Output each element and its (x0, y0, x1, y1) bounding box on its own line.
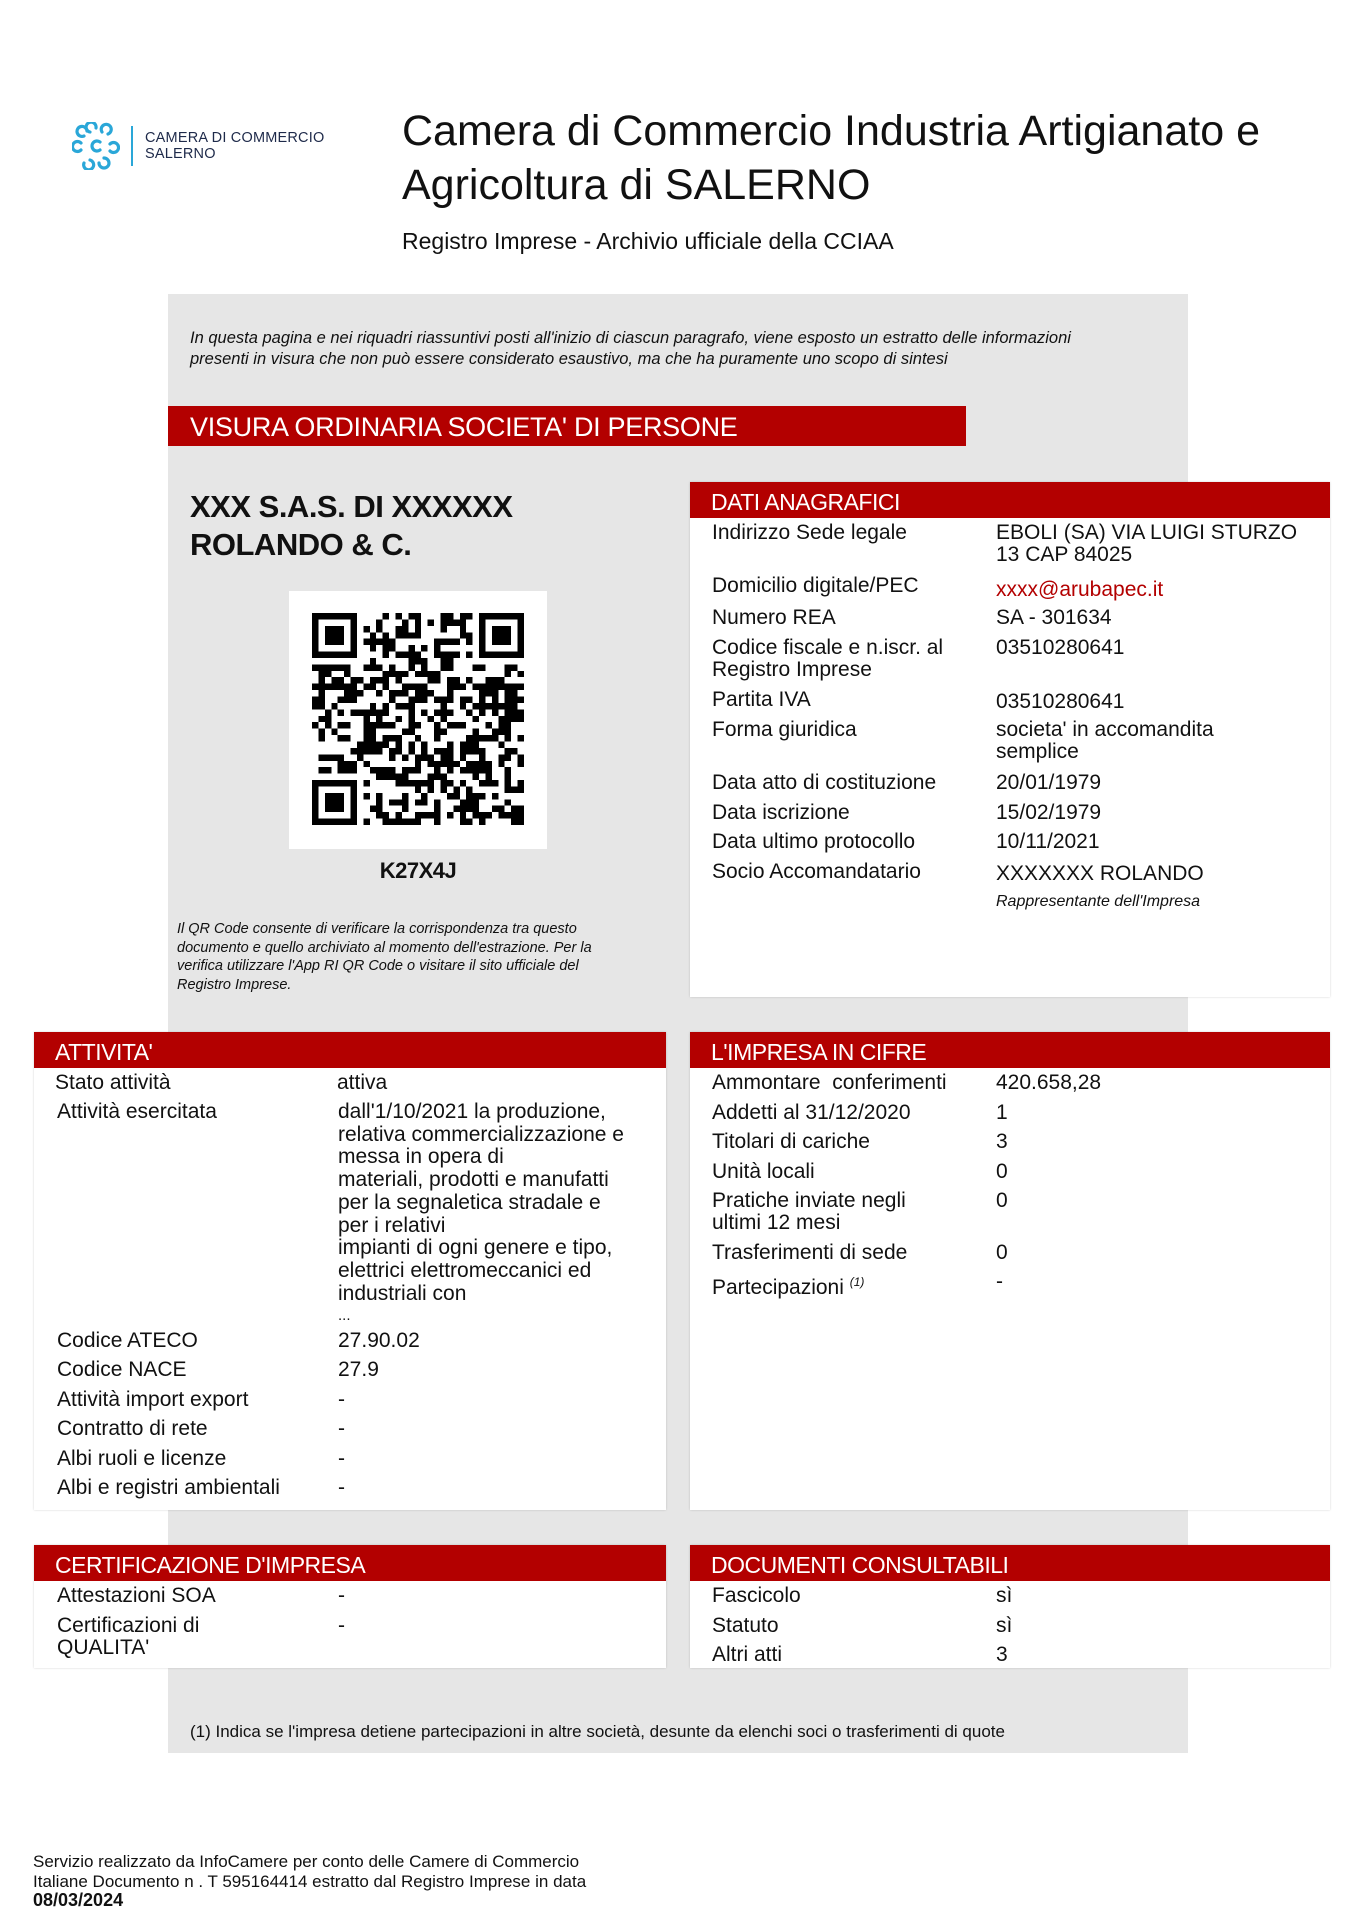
value-indirizzo-line1: EBOLI (SA) VIA LUIGI STURZO (996, 521, 1298, 544)
label-data-iscrizione: Data iscrizione (712, 801, 850, 824)
label-rea: Numero REA (712, 606, 836, 629)
pec-email-link[interactable]: xxxx@arubapec.it (996, 578, 1164, 601)
value-codice-fiscale: 03510280641 (996, 636, 1125, 659)
label-socio-accomandatario: Socio Accomandatario (712, 860, 921, 883)
label-stato-attivita: Stato attività (55, 1071, 171, 1094)
footer-date: 08/03/2024 (33, 1890, 124, 1910)
label-codice-fiscale-line1: Codice fiscale e n.iscr. al (712, 636, 944, 659)
attivita-line: elettrici elettromeccanici ed (338, 1258, 592, 1282)
dati-anagrafici-header: DATI ANAGRAFICI (690, 482, 1330, 518)
footer (33, 1852, 733, 1911)
label-attivita-esercitata: Attività esercitata (57, 1100, 217, 1123)
attivita-line: relativa commercializzazione e (338, 1122, 624, 1146)
value-forma-giuridica (996, 719, 1214, 763)
logo-text-line1: CAMERA DI COMMERCIO (145, 130, 325, 146)
value-albi-ruoli: - (338, 1447, 345, 1470)
label-forma-giuridica: Forma giuridica (712, 718, 857, 741)
label-codice-nace: Codice NACE (57, 1358, 187, 1381)
label-qualita-line1: Certificazioni di (57, 1614, 200, 1637)
value-socio-accomandatario (996, 863, 1204, 913)
qr-code-icon (312, 612, 524, 826)
value-attivita-esercitata (338, 1101, 624, 1328)
attivita-line: industriali con (338, 1281, 467, 1305)
label-partita-iva: Partita IVA (712, 688, 811, 711)
attivita-line: dall'1/10/2021 la produzione, (338, 1100, 606, 1123)
label-partecipazioni-text: Partecipazioni (712, 1276, 844, 1299)
page-subtitle: Registro Imprese - Archivio ufficiale della CCIAA (402, 228, 894, 254)
attivita-line: impianti di ogni genere e tipo, (338, 1236, 613, 1260)
label-data-costituzione: Data atto di costituzione (712, 771, 937, 794)
attivita-line: per i relativi (338, 1213, 446, 1237)
qr-note-line1: Il QR Code consente di verificare la corrispondenza tra questo (177, 921, 577, 937)
chamber-logo (72, 120, 332, 172)
qr-note-line3: verifica utilizzare l'App RI QR Code o visitare il sito ufficiale del (177, 958, 579, 974)
label-contratto-rete: Contratto di rete (57, 1417, 208, 1440)
label-titolari: Titolari di cariche (712, 1130, 870, 1153)
label-codice-fiscale (712, 637, 943, 681)
qr-note-line2: documento e quello archiviato al momento dell'estrazione. Per la (177, 939, 592, 956)
value-partecipazioni: - (996, 1270, 1003, 1293)
label-qualita-line2: QUALITA' (57, 1636, 150, 1659)
logo-divider (131, 126, 133, 166)
value-trasferimenti: 0 (996, 1241, 1008, 1264)
value-qualita: - (338, 1614, 345, 1637)
value-indirizzo (996, 522, 1297, 566)
value-pratiche: 0 (996, 1189, 1008, 1212)
label-codice-fiscale-line2: Registro Imprese (712, 658, 872, 681)
attivita-header: ATTIVITA' (34, 1032, 666, 1068)
value-partita-iva: 03510280641 (996, 690, 1125, 713)
label-fascicolo: Fascicolo (712, 1584, 801, 1607)
logo-text-line2: SALERNO (145, 146, 216, 162)
impresa-in-cifre-panel (690, 1032, 1330, 1510)
chamber-emblem-icon (72, 122, 120, 170)
value-import-export: - (338, 1388, 345, 1411)
value-contratto-rete: - (338, 1417, 345, 1440)
documenti-panel (690, 1545, 1330, 1668)
company-name-line2: ROLANDO & C. (190, 527, 412, 562)
logo-text (145, 130, 324, 162)
value-forma-giuridica-line2: semplice (996, 740, 1079, 763)
intro-line2: presenti in visura che non può essere considerato esaustivo, ma che ha puramente uno scopo di sintesi (190, 350, 948, 368)
attivita-line: messa in opera di (338, 1145, 504, 1169)
attivita-line: materiali, prodotti e manufatti (338, 1168, 609, 1192)
value-codice-ateco: 27.90.02 (338, 1329, 420, 1352)
label-soa: Attestazioni SOA (57, 1584, 216, 1607)
value-socio-name: XXXXXXX ROLANDO (996, 862, 1204, 885)
label-qualita (57, 1615, 199, 1659)
label-indirizzo: Indirizzo Sede legale (712, 521, 907, 544)
value-data-iscrizione: 15/02/1979 (996, 801, 1102, 824)
page-title (402, 104, 1342, 212)
label-conferimenti: Ammontare conferimenti (712, 1071, 947, 1094)
title-line1: Camera di Commercio Industria Artigianato e (402, 107, 1260, 155)
title-line2: Agricoltura di SALERNO (402, 161, 871, 209)
certificazione-header: CERTIFICAZIONE D'IMPRESA (34, 1545, 666, 1581)
document-type-banner: VISURA ORDINARIA SOCIETA' DI PERSONE (168, 406, 966, 446)
label-import-export: Attività import export (57, 1388, 249, 1411)
label-data-ultimo-protocollo: Data ultimo protocollo (712, 830, 916, 853)
value-addetti: 1 (996, 1101, 1008, 1124)
value-codice-nace: 27.9 (338, 1358, 379, 1381)
value-statuto: sì (996, 1614, 1013, 1637)
value-fascicolo: sì (996, 1584, 1013, 1607)
value-data-ultimo-protocollo: 10/11/2021 (996, 830, 1100, 853)
value-socio-role: Rappresentante dell'Impresa (996, 893, 1201, 910)
label-pratiche (712, 1190, 906, 1234)
label-statuto: Statuto (712, 1614, 779, 1637)
label-unita-locali: Unità locali (712, 1160, 815, 1183)
label-pratiche-line2: ultimi 12 mesi (712, 1211, 841, 1234)
certificazione-panel (34, 1545, 666, 1668)
footnote: (1) Indica se l'impresa detiene partecipazioni in altre società, desunte da elenchi soci o trasferimenti di quote (190, 1722, 1005, 1741)
label-altri-atti: Altri atti (712, 1643, 783, 1666)
company-name (190, 488, 590, 564)
footer-line1: Servizio realizzato da InfoCamere per conto delle Camere di Commercio (33, 1852, 580, 1871)
intro-disclaimer (190, 328, 1180, 370)
documenti-header: DOCUMENTI CONSULTABILI (690, 1545, 1330, 1581)
label-albi-ambientali: Albi e registri ambientali (57, 1476, 280, 1499)
qr-code-note (177, 920, 657, 994)
intro-line1: In questa pagina e nei riquadri riassuntivi posti all'inizio di ciascun paragrafo, viene esposto un estratto delle informazioni (190, 329, 1071, 347)
qr-code-box (289, 591, 547, 849)
value-stato-attivita: attiva (337, 1071, 388, 1094)
dati-anagrafici-panel (690, 482, 1330, 997)
attivita-panel (34, 1032, 666, 1510)
value-conferimenti: 420.658,28 (996, 1071, 1102, 1094)
footer-line2: Italiane Documento n . T 595164414 estratto dal Registro Imprese in data (33, 1871, 587, 1891)
label-addetti: Addetti al 31/12/2020 (712, 1101, 911, 1124)
impresa-in-cifre-header: L'IMPRESA IN CIFRE (690, 1032, 1330, 1068)
label-albi-ruoli: Albi ruoli e licenze (57, 1447, 227, 1470)
label-pratiche-line1: Pratiche inviate negli (712, 1189, 906, 1212)
label-partecipazioni (712, 1271, 864, 1299)
value-albi-ambientali: - (338, 1476, 345, 1499)
value-forma-giuridica-line1: societa' in accomandita (996, 718, 1214, 741)
value-rea: SA - 301634 (996, 606, 1112, 629)
attivita-ellipsis: ... (338, 1307, 351, 1325)
value-unita-locali: 0 (996, 1160, 1008, 1183)
footnote-mark: (1) (849, 1275, 865, 1289)
value-data-costituzione: 20/01/1979 (996, 771, 1102, 794)
value-indirizzo-line2: 13 CAP 84025 (996, 543, 1133, 566)
attivita-line: per la segnaletica stradale e (338, 1190, 601, 1214)
qr-note-line4: Registro Imprese. (177, 976, 292, 993)
value-soa: - (338, 1584, 345, 1607)
label-codice-ateco: Codice ATECO (57, 1329, 198, 1352)
value-altri-atti: 3 (996, 1643, 1008, 1666)
value-titolari: 3 (996, 1130, 1008, 1153)
label-pec: Domicilio digitale/PEC (712, 574, 919, 597)
company-name-line1: XXX S.A.S. DI XXXXXX (190, 489, 513, 524)
label-trasferimenti: Trasferimenti di sede (712, 1241, 908, 1264)
qr-code-text: K27X4J (379, 858, 457, 883)
